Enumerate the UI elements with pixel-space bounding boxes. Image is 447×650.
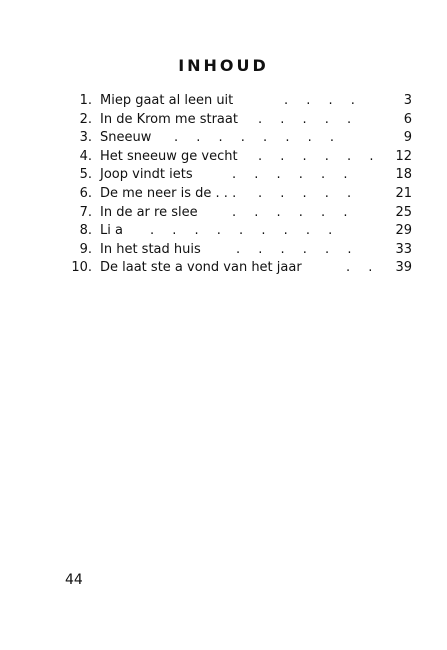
page-number: 44 <box>65 572 83 588</box>
toc-entry-title: In het stad huis <box>100 241 201 257</box>
toc-entry-number: 7. <box>79 204 92 220</box>
toc-entry-leader: . . . . . . <box>232 167 355 183</box>
toc-entry-title: De laat ste a vond van het jaar <box>100 260 302 276</box>
toc-entry-number: 2. <box>79 111 92 127</box>
toc-entry-page: 25 <box>395 204 412 220</box>
toc-entry <box>62 129 412 148</box>
toc-entry-leader: . . <box>346 260 380 276</box>
table-of-contents <box>62 92 412 278</box>
toc-entry-leader: . . . . . . . . <box>174 130 341 146</box>
toc-entry <box>62 111 412 130</box>
toc-entry-number: 5. <box>79 167 92 183</box>
toc-entry-page: 21 <box>395 185 412 201</box>
toc-entry <box>62 222 412 241</box>
toc-entry-title: In de Krom me straat <box>100 111 238 127</box>
toc-entry-number: 10. <box>71 260 92 276</box>
toc-entry <box>62 92 412 111</box>
toc-entry-page: 33 <box>395 241 412 257</box>
toc-entry-page: 39 <box>395 260 412 276</box>
toc-entry-number: 3. <box>79 130 92 146</box>
toc-entry <box>62 185 412 204</box>
toc-entry <box>62 259 412 278</box>
toc-entry <box>62 241 412 260</box>
toc-entry-number: 6. <box>79 185 92 201</box>
toc-entry-leader: . . . . . <box>258 111 359 127</box>
toc-entry-number: 4. <box>79 148 92 164</box>
toc-entry-page: 29 <box>395 223 412 239</box>
toc-entry-leader: . . . . . . . . . <box>150 223 340 239</box>
toc-entry-leader: . . . . . . <box>236 241 359 257</box>
toc-entry-page: 18 <box>395 167 412 183</box>
page-title: INHOUD <box>178 56 269 75</box>
toc-entry-leader: . . . . <box>284 93 362 108</box>
toc-entry <box>62 166 412 185</box>
toc-entry <box>62 148 412 167</box>
toc-entry-title: De me neer is de . . . <box>100 185 237 201</box>
toc-entry-page: 3 <box>403 93 412 108</box>
toc-entry-number: 9. <box>79 241 92 257</box>
toc-entry-title: Li a <box>100 223 123 239</box>
toc-entry-title: Miep gaat al leen uit <box>100 93 234 108</box>
toc-entry <box>62 204 412 223</box>
toc-entry-leader: . . . . . <box>258 185 359 201</box>
toc-entry-leader: . . . . . . <box>232 204 355 220</box>
toc-entry-page: 9 <box>403 130 412 146</box>
toc-entry-number: 1. <box>79 93 92 108</box>
toc-entry-title: In de ar re slee <box>100 204 198 220</box>
toc-entry-page: 12 <box>395 148 412 164</box>
toc-entry-title: Het sneeuw ge vecht <box>100 148 238 164</box>
toc-entry-title: Joop vindt iets <box>100 167 193 183</box>
toc-entry-title: Sneeuw <box>100 130 152 146</box>
toc-entry-number: 8. <box>79 223 92 239</box>
toc-entry-page: 6 <box>403 111 412 127</box>
toc-entry-leader: . . . . . . <box>258 148 381 164</box>
